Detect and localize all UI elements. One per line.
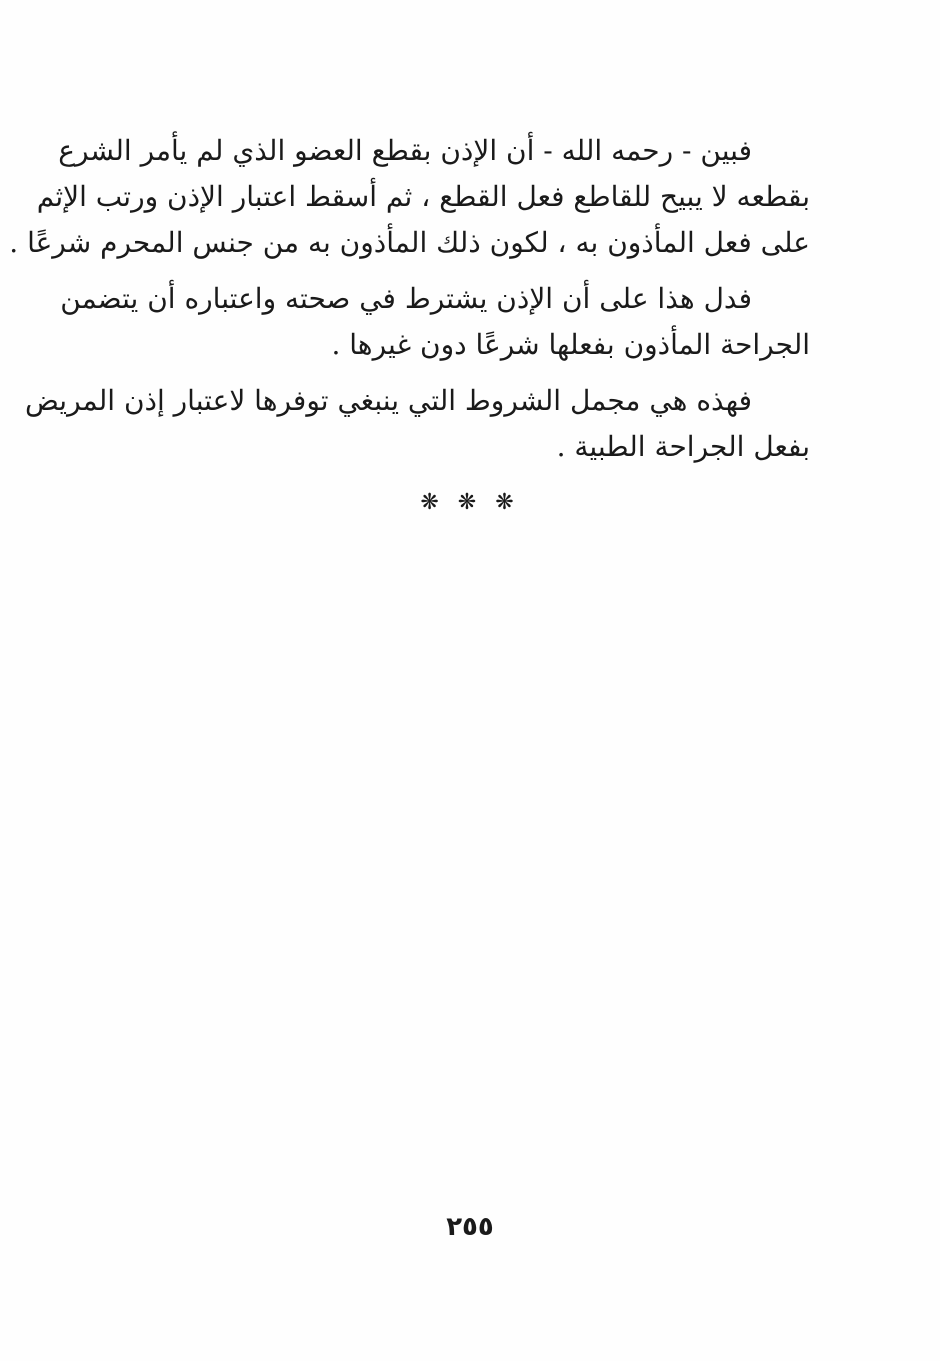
body-text <box>9 128 810 480</box>
text-line: الجراحة المأذون بفعلها شرعًا دون غيرها . <box>331 328 810 361</box>
text-line: بقطعه لا يبيح للقاطع فعل القطع ، ثم أسقط اعتبار الإذن ورتب الإثم <box>36 180 810 213</box>
section-separator: ❋ ❋ ❋ <box>420 490 520 515</box>
text-line: فهذه هي مجمل الشروط التي ينبغي توفرها لاعتبار إذن المريض <box>25 384 752 417</box>
paragraph-1 <box>9 128 810 266</box>
paragraph-2 <box>60 276 810 368</box>
paragraph-3 <box>25 378 810 470</box>
page-number: ٢٥٥ <box>446 1212 494 1242</box>
text-line: فبين - رحمه الله - أن الإذن بقطع العضو الذي لم يأمر الشرع <box>58 134 752 167</box>
text-line: بفعل الجراحة الطبية . <box>556 430 810 463</box>
text-line: على فعل المأذون به ، لكون ذلك المأذون به من جنس المحرم شرعًا . <box>9 226 810 259</box>
text-line: فدل هذا على أن الإذن يشترط في صحته واعتباره أن يتضمن <box>60 282 752 315</box>
